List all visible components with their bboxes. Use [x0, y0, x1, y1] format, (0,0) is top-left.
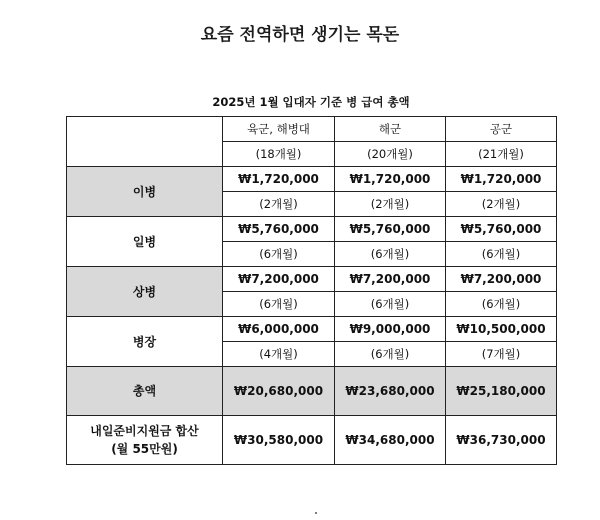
combined-label: [67, 416, 223, 465]
months-cell: (6개월): [223, 292, 335, 317]
rank-label: 일병: [67, 217, 223, 267]
combined-cell: ₩34,680,000: [335, 416, 446, 465]
pay-cell: ₩5,760,000: [335, 217, 446, 242]
months-cell: (4개월): [223, 342, 335, 367]
pay-cell: ₩1,720,000: [335, 167, 446, 192]
pay-cell: ₩7,200,000: [223, 267, 335, 292]
combined-label-line2: (월 55만원): [111, 442, 178, 456]
pay-cell: ₩7,200,000: [446, 267, 557, 292]
rank-label: 상병: [67, 267, 223, 317]
combined-cell: ₩30,580,000: [223, 416, 335, 465]
months-cell: (2개월): [446, 192, 557, 217]
months-cell: (6개월): [223, 242, 335, 267]
total-label: 총액: [67, 367, 223, 416]
rank-label: 병장: [67, 317, 223, 367]
months-cell: (6개월): [335, 342, 446, 367]
months-cell: (6개월): [446, 292, 557, 317]
pay-cell: ₩1,720,000: [446, 167, 557, 192]
rank-row: [67, 317, 557, 342]
months-cell: (7개월): [446, 342, 557, 367]
pay-cell: ₩1,720,000: [223, 167, 335, 192]
months-cell: (6개월): [335, 242, 446, 267]
column-months: (18개월): [223, 142, 335, 167]
rank-label: 이병: [67, 167, 223, 217]
header-row: [67, 117, 557, 142]
column-header: 육군, 해병대: [223, 117, 335, 142]
total-cell: ₩25,180,000: [446, 367, 557, 416]
pay-cell: ₩6,000,000: [223, 317, 335, 342]
combined-row: [67, 416, 557, 465]
stray-dot: [315, 512, 317, 514]
column-header: 해군: [335, 117, 446, 142]
months-cell: (2개월): [223, 192, 335, 217]
months-cell: (6개월): [335, 292, 446, 317]
column-months: (21개월): [446, 142, 557, 167]
column-header: 공군: [446, 117, 557, 142]
corner-cell: [67, 117, 223, 167]
rank-row: [67, 217, 557, 242]
total-row: [67, 367, 557, 416]
pay-cell: ₩5,760,000: [223, 217, 335, 242]
months-cell: (2개월): [335, 192, 446, 217]
months-cell: (6개월): [446, 242, 557, 267]
pay-cell: ₩9,000,000: [335, 317, 446, 342]
page-title: 요즘 전역하면 생기는 목돈: [200, 25, 400, 45]
total-cell: ₩20,680,000: [223, 367, 335, 416]
combined-label-line1: 내일준비지원금 합산: [90, 424, 199, 438]
salary-table: [66, 116, 557, 465]
pay-cell: ₩5,760,000: [446, 217, 557, 242]
pay-cell: ₩7,200,000: [335, 267, 446, 292]
table-title: 2025년 1월 입대자 기준 병 급여 총액: [212, 95, 410, 109]
column-months: (20개월): [335, 142, 446, 167]
total-cell: ₩23,680,000: [335, 367, 446, 416]
rank-row: [67, 167, 557, 192]
combined-cell: ₩36,730,000: [446, 416, 557, 465]
rank-row: [67, 267, 557, 292]
pay-cell: ₩10,500,000: [446, 317, 557, 342]
